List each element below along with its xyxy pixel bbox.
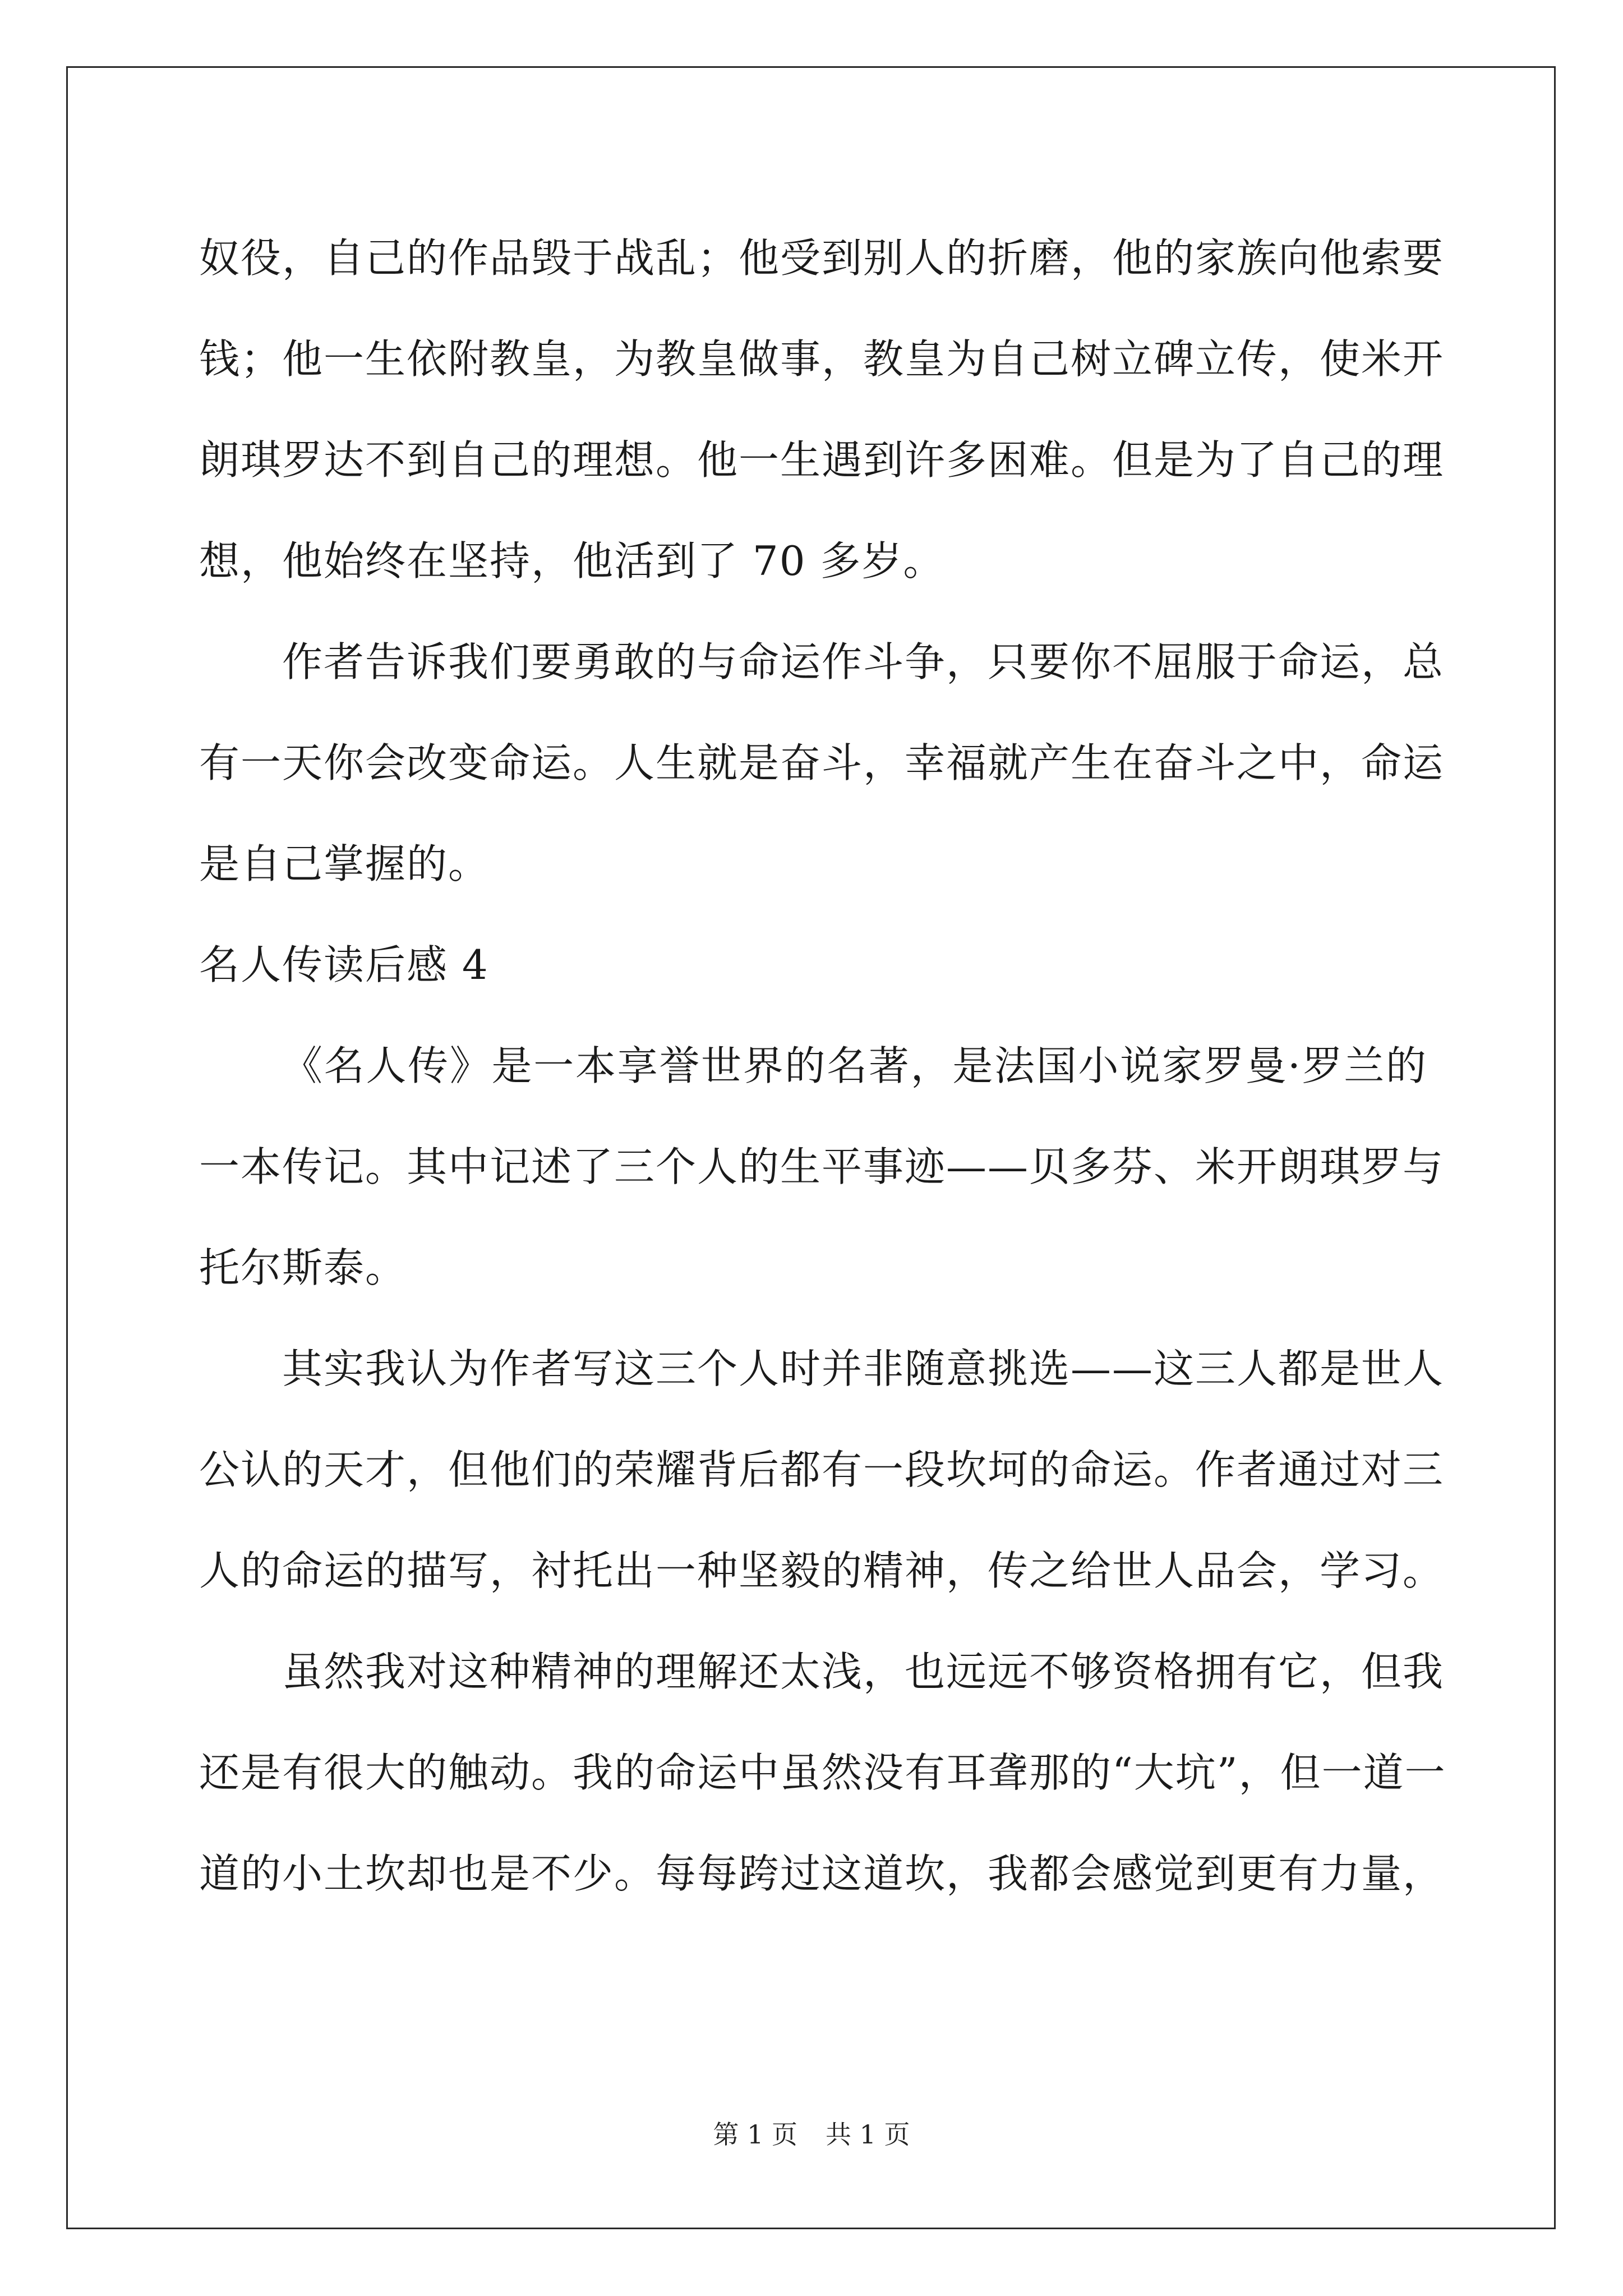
document-body <box>199 208 1446 1924</box>
text-line: 人的命运的描写，衬托出一种坚毅的精神，传之给世人品会，学习。 <box>199 1547 1445 1594</box>
text-line: 奴役，自己的作品毁于战乱；他受到别人的折磨，他的家族向他索要 <box>199 234 1445 282</box>
page-footer <box>0 2118 1623 2151</box>
text-line: 是自己掌握的。 <box>199 840 490 887</box>
text-line: 道的小土坎却也是不少。每每跨过这道坎，我都会感觉到更有力量， <box>199 1850 1445 1897</box>
text-line: 一本传记。其中记述了三个人的生平事迹——贝多芬、米开朗琪罗与 <box>199 1143 1445 1190</box>
page-number: 第 1 页 <box>713 2119 797 2150</box>
text-line: 托尔斯泰。 <box>199 1244 407 1291</box>
paragraph-start: 虽然我对这种精神的理解还太浅，也远远不够资格拥有它，但我 <box>282 1648 1445 1695</box>
paragraph-start: 作者告诉我们要勇敢的与命运作斗争，只要你不屈服于命运，总 <box>282 638 1445 685</box>
text-line: 还是有很大的触动。我的命运中虽然没有耳聋那的“大坑”，但一道一 <box>199 1749 1446 1796</box>
paragraph-start: 其实我认为作者写这三个人时并非随意挑选——这三人都是世人 <box>282 1345 1445 1392</box>
section-heading: 名人传读后感 4 <box>199 941 489 988</box>
paragraph-start: 《名人传》是一本享誉世界的名著，是法国小说家罗曼·罗兰的 <box>282 1042 1427 1089</box>
text-line: 公认的天才，但他们的荣耀背后都有一段坎坷的命运。作者通过对三 <box>199 1446 1445 1493</box>
text-line: 朗琪罗达不到自己的理想。他一生遇到许多困难。但是为了自己的理 <box>199 436 1445 484</box>
text-line: 钱；他一生依附教皇，为教皇做事，教皇为自己树立碑立传，使米开 <box>199 335 1445 383</box>
text-line: 有一天你会改变命运。人生就是奋斗，幸福就产生在奋斗之中，命运 <box>199 739 1445 786</box>
page-total: 共 1 页 <box>826 2119 910 2150</box>
text-line: 想，他始终在坚持，他活到了 70 多岁。 <box>199 537 945 585</box>
